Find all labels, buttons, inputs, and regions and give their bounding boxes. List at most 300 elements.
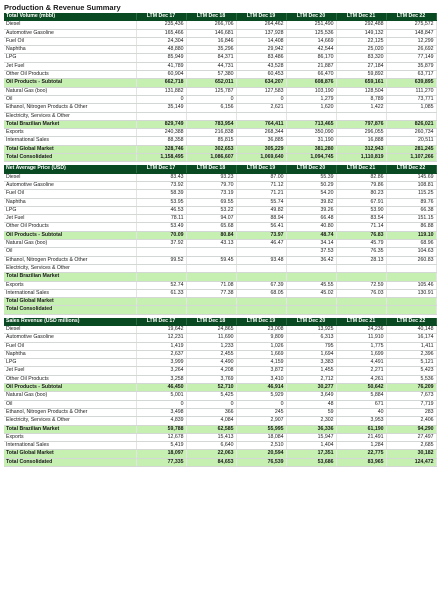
value-cell: 57,380: [186, 71, 236, 79]
value-cell: 662,718: [136, 79, 186, 87]
section-header-net-average-price-usd: [4, 165, 436, 173]
column-header: LTM Dec 21: [336, 165, 386, 173]
value-cell: 1,620: [286, 104, 336, 112]
table-row-oil: [4, 248, 436, 256]
value-cell: 68.05: [236, 289, 286, 297]
value-cell: 2,907: [236, 417, 286, 425]
value-cell: 0: [136, 95, 186, 103]
section-header-sales-revenue-usd-millions: [4, 318, 436, 326]
value-cell: [336, 273, 386, 281]
table-row-total-consolidated: [4, 306, 436, 314]
table-row-oil-products-subtotal: [4, 231, 436, 239]
column-header: LTM Dec 19: [236, 318, 286, 326]
value-cell: 36,885: [236, 137, 286, 145]
value-cell: 103,190: [286, 87, 336, 95]
value-cell: 1,699: [336, 350, 386, 358]
table-row-international-sales: [4, 137, 436, 145]
value-cell: 235,436: [136, 21, 186, 29]
row-label: Automotive Gasoline: [4, 29, 136, 37]
value-cell: 73,771: [386, 95, 436, 103]
value-cell: 35,879: [386, 62, 436, 70]
value-cell: [336, 112, 386, 120]
value-cell: 61,190: [336, 425, 386, 433]
value-cell: 71.12: [236, 181, 286, 189]
value-cell: 77,335: [136, 458, 186, 466]
column-header: LTM Dec 18: [186, 318, 236, 326]
table-row-total-brazilian-market: [4, 273, 436, 281]
value-cell: 350,090: [286, 129, 336, 137]
value-cell: 671: [336, 400, 386, 408]
row-label: Total Consolidated: [4, 458, 136, 466]
value-cell: 2,712: [286, 375, 336, 383]
value-cell: 83,965: [336, 458, 386, 466]
value-cell: 3,264: [136, 367, 186, 375]
value-cell: 795: [286, 342, 336, 350]
value-cell: 22,775: [336, 450, 386, 458]
value-cell: 84,371: [186, 54, 236, 62]
value-cell: 3,999: [136, 359, 186, 367]
value-cell: 39.26: [286, 206, 336, 214]
value-cell: 43,528: [236, 62, 286, 70]
value-cell: 71.08: [186, 281, 236, 289]
value-cell: [186, 248, 236, 256]
value-cell: 268,344: [236, 129, 286, 137]
value-cell: 5,536: [386, 375, 436, 383]
value-cell: 124,472: [386, 458, 436, 466]
value-cell: 296,055: [336, 129, 386, 137]
table-row-diesel: [4, 21, 436, 29]
column-header: LTM Dec 17: [136, 318, 186, 326]
value-cell: 0: [236, 95, 286, 103]
row-label: Ethanol, Nitrogen Products & Other: [4, 104, 136, 112]
value-cell: 1,279: [286, 95, 336, 103]
row-label: Fuel Oil: [4, 37, 136, 45]
value-cell: 7,719: [386, 400, 436, 408]
value-cell: 131,882: [136, 87, 186, 95]
value-cell: 28.13: [336, 256, 386, 264]
section-title: Sales Revenue (USD millions): [4, 318, 136, 326]
value-cell: 4,261: [336, 375, 386, 383]
value-cell: 77,149: [386, 54, 436, 62]
value-cell: 87.00: [236, 173, 286, 181]
value-cell: 77.38: [186, 289, 236, 297]
value-cell: 245: [236, 408, 286, 416]
value-cell: 34.14: [286, 240, 336, 248]
value-cell: 83,320: [336, 54, 386, 62]
value-cell: [336, 298, 386, 306]
value-cell: 1,107,266: [386, 154, 436, 162]
table-row-oil: [4, 400, 436, 408]
value-cell: 5,001: [136, 392, 186, 400]
table-row-naphtha: [4, 46, 436, 54]
value-cell: 1,085: [386, 104, 436, 112]
value-cell: 80.23: [336, 190, 386, 198]
value-cell: 829,749: [136, 120, 186, 128]
value-cell: 145.69: [386, 173, 436, 181]
value-cell: 1,422: [336, 104, 386, 112]
value-cell: 5,884: [336, 392, 386, 400]
value-cell: 608,876: [286, 79, 336, 87]
value-cell: 19,642: [136, 325, 186, 333]
value-cell: 79.70: [186, 181, 236, 189]
value-cell: 2,637: [136, 350, 186, 358]
value-cell: 60,453: [236, 71, 286, 79]
value-cell: 302,653: [186, 145, 236, 153]
value-cell: 36.42: [286, 256, 336, 264]
table-row-total-consolidated: [4, 154, 436, 162]
row-label: Electricity, Services & Other: [4, 417, 136, 425]
table-row-exports: [4, 281, 436, 289]
value-cell: 826,021: [386, 120, 436, 128]
row-label: Total Brazilian Market: [4, 273, 136, 281]
table-row-total-consolidated: [4, 458, 436, 466]
row-label: Total Global Market: [4, 145, 136, 153]
value-cell: 24,865: [186, 325, 236, 333]
value-cell: 292,488: [336, 21, 386, 29]
value-cell: 1,419: [136, 342, 186, 350]
value-cell: 27,497: [386, 433, 436, 441]
value-cell: [386, 112, 436, 120]
value-cell: 83,486: [236, 54, 286, 62]
value-cell: 65.68: [186, 223, 236, 231]
table-row-automotive-gasoline: [4, 334, 436, 342]
row-label: LPG: [4, 54, 136, 62]
table-row-total-brazilian-market: [4, 120, 436, 128]
table-row-total-brazilian-market: [4, 425, 436, 433]
value-cell: 797,876: [336, 120, 386, 128]
value-cell: 39.82: [286, 198, 336, 206]
table-row-oil-products-subtotal: [4, 79, 436, 87]
value-cell: 35,149: [136, 104, 186, 112]
value-cell: 312,943: [336, 145, 386, 153]
value-cell: 5,121: [386, 359, 436, 367]
value-cell: 56.41: [236, 223, 286, 231]
table-row-natural-gas-boo: [4, 392, 436, 400]
table-row-naphtha: [4, 350, 436, 358]
page: [0, 2, 439, 467]
value-cell: 1,086,607: [186, 154, 236, 162]
value-cell: 30,277: [286, 384, 336, 392]
value-cell: 22,063: [186, 450, 236, 458]
value-cell: [386, 264, 436, 272]
value-cell: 4,839: [136, 417, 186, 425]
value-cell: 283: [386, 408, 436, 416]
value-cell: 35,296: [186, 46, 236, 54]
value-cell: 4,491: [336, 359, 386, 367]
value-cell: 20,511: [386, 137, 436, 145]
value-cell: 5,423: [386, 367, 436, 375]
value-cell: 71.21: [236, 190, 286, 198]
value-cell: 381,280: [286, 145, 336, 153]
value-cell: 52.74: [136, 281, 186, 289]
value-cell: 58.39: [136, 190, 186, 198]
table-row-naphtha: [4, 198, 436, 206]
value-cell: 1,233: [186, 342, 236, 350]
table-row-automotive-gasoline: [4, 29, 436, 37]
table-row-jet-fuel: [4, 62, 436, 70]
value-cell: 49.82: [236, 206, 286, 214]
section-title: Total Volume (mbbl): [4, 13, 136, 21]
value-cell: 66.38: [386, 206, 436, 214]
value-cell: [136, 264, 186, 272]
row-label: Jet Fuel: [4, 62, 136, 70]
value-cell: 0: [136, 400, 186, 408]
value-cell: [136, 306, 186, 314]
value-cell: 85,949: [136, 54, 186, 62]
value-cell: 73.97: [236, 231, 286, 239]
value-cell: [236, 248, 286, 256]
value-cell: 73.92: [136, 181, 186, 189]
value-cell: 40: [336, 408, 386, 416]
value-cell: 53.22: [186, 206, 236, 214]
table-row-total-global-market: [4, 450, 436, 458]
row-label: Automotive Gasoline: [4, 181, 136, 189]
value-cell: 53.49: [136, 223, 186, 231]
value-cell: 151.15: [386, 215, 436, 223]
value-cell: [236, 298, 286, 306]
value-cell: 305,229: [236, 145, 286, 153]
value-cell: 1,094,745: [286, 154, 336, 162]
row-label: Other Oil Products: [4, 71, 136, 79]
value-cell: 59,892: [336, 71, 386, 79]
value-cell: 5,425: [186, 392, 236, 400]
table-row-international-sales: [4, 442, 436, 450]
value-cell: 40.80: [286, 223, 336, 231]
table-row-electricity-services-other: [4, 264, 436, 272]
value-cell: 4,159: [236, 359, 286, 367]
row-label: Oil: [4, 248, 136, 256]
value-cell: 3,769: [186, 375, 236, 383]
value-cell: 37.92: [136, 240, 186, 248]
value-cell: 260.83: [386, 256, 436, 264]
value-cell: 86,170: [286, 54, 336, 62]
value-cell: [236, 306, 286, 314]
value-cell: 63,717: [386, 71, 436, 79]
row-label: Naphtha: [4, 46, 136, 54]
table-row-other-oil-products: [4, 223, 436, 231]
row-label: Total Global Market: [4, 450, 136, 458]
column-header: LTM Dec 21: [336, 318, 386, 326]
value-cell: 12,299: [386, 37, 436, 45]
value-cell: 69.55: [186, 198, 236, 206]
value-cell: 3,649: [286, 392, 336, 400]
value-cell: 44,731: [186, 62, 236, 70]
row-label: Total Brazilian Market: [4, 120, 136, 128]
column-header: LTM Dec 20: [286, 165, 336, 173]
value-cell: [286, 264, 336, 272]
value-cell: 67.39: [236, 281, 286, 289]
value-cell: 128,504: [336, 87, 386, 95]
value-cell: 105.46: [386, 281, 436, 289]
value-cell: [186, 264, 236, 272]
table-row-lpg: [4, 54, 436, 62]
row-label: Automotive Gasoline: [4, 334, 136, 342]
value-cell: 30,182: [386, 450, 436, 458]
value-cell: [286, 273, 336, 281]
row-label: Fuel Oil: [4, 190, 136, 198]
value-cell: 66.48: [286, 215, 336, 223]
value-cell: [286, 112, 336, 120]
value-cell: 125,536: [286, 29, 336, 37]
value-cell: 1,455: [286, 367, 336, 375]
value-cell: 41,789: [136, 62, 186, 70]
table-row-diesel: [4, 325, 436, 333]
value-cell: 93.48: [236, 256, 286, 264]
value-cell: 68.96: [386, 240, 436, 248]
value-cell: 84,653: [186, 458, 236, 466]
value-cell: 61.33: [136, 289, 186, 297]
value-cell: 83.43: [136, 173, 186, 181]
value-cell: 29,942: [236, 46, 286, 54]
value-cell: 3,872: [236, 367, 286, 375]
value-cell: 46.47: [236, 240, 286, 248]
row-label: Naphtha: [4, 350, 136, 358]
value-cell: 94,290: [386, 425, 436, 433]
value-cell: 9,809: [236, 334, 286, 342]
row-label: Fuel Oil: [4, 342, 136, 350]
value-cell: 46.53: [136, 206, 186, 214]
value-cell: 76.83: [336, 231, 386, 239]
row-label: International Sales: [4, 289, 136, 297]
value-cell: 8,789: [336, 95, 386, 103]
value-cell: 264,462: [236, 21, 286, 29]
value-cell: 1,694: [286, 350, 336, 358]
value-cell: 15,947: [286, 433, 336, 441]
value-cell: 14,408: [236, 37, 286, 45]
value-cell: 36,336: [286, 425, 336, 433]
table-row-natural-gas-boo: [4, 87, 436, 95]
value-cell: 59.45: [186, 256, 236, 264]
value-cell: 0: [186, 95, 236, 103]
value-cell: 89.76: [386, 198, 436, 206]
value-cell: 50,642: [336, 384, 386, 392]
value-cell: 251,490: [286, 21, 336, 29]
row-label: Oil Products - Subtotal: [4, 79, 136, 87]
value-cell: [186, 298, 236, 306]
value-cell: 85,815: [186, 137, 236, 145]
value-cell: 76.03: [336, 289, 386, 297]
value-cell: 3,383: [286, 359, 336, 367]
page-title: Production & Revenue Summary: [4, 3, 121, 12]
table-row-fuel-oil: [4, 37, 436, 45]
column-header: LTM Dec 19: [236, 13, 286, 21]
table-row-fuel-oil: [4, 190, 436, 198]
value-cell: 94.07: [186, 215, 236, 223]
value-cell: 275,572: [386, 21, 436, 29]
value-cell: 37.53: [286, 248, 336, 256]
value-cell: 53.90: [336, 206, 386, 214]
value-cell: [186, 306, 236, 314]
value-cell: 45.79: [336, 240, 386, 248]
value-cell: 0: [236, 400, 286, 408]
row-label: Jet Fuel: [4, 367, 136, 375]
row-label: Total Global Market: [4, 298, 136, 306]
value-cell: 53,686: [286, 458, 336, 466]
row-label: Natural Gas (boo): [4, 392, 136, 400]
value-cell: 4,208: [186, 367, 236, 375]
value-cell: 2,406: [386, 417, 436, 425]
value-cell: 45.02: [286, 289, 336, 297]
value-cell: 111,270: [386, 87, 436, 95]
value-cell: 18,084: [236, 433, 286, 441]
table-row-lpg: [4, 206, 436, 214]
table-row-diesel: [4, 173, 436, 181]
row-label: Electricity, Services & Other: [4, 264, 136, 272]
value-cell: 165,466: [136, 29, 186, 37]
value-cell: 99.52: [136, 256, 186, 264]
table-row-exports: [4, 129, 436, 137]
value-cell: 14,669: [286, 37, 336, 45]
value-cell: 7,673: [386, 392, 436, 400]
value-cell: 652,011: [186, 79, 236, 87]
value-cell: 1,411: [386, 342, 436, 350]
value-cell: 76,539: [236, 458, 286, 466]
value-cell: [286, 298, 336, 306]
value-cell: 40,148: [386, 325, 436, 333]
table-row-automotive-gasoline: [4, 181, 436, 189]
value-cell: 1,069,640: [236, 154, 286, 162]
value-cell: 3,258: [136, 375, 186, 383]
value-cell: 281,245: [386, 145, 436, 153]
value-cell: 16,174: [386, 334, 436, 342]
column-header: LTM Dec 17: [136, 13, 186, 21]
value-cell: 55.39: [286, 173, 336, 181]
value-cell: 1,110,819: [336, 154, 386, 162]
row-label: Total Brazilian Market: [4, 425, 136, 433]
table-row-electricity-services-other: [4, 112, 436, 120]
row-label: Other Oil Products: [4, 375, 136, 383]
row-label: Other Oil Products: [4, 223, 136, 231]
value-cell: [186, 112, 236, 120]
value-cell: 634,207: [236, 79, 286, 87]
column-header: LTM Dec 20: [286, 13, 336, 21]
value-cell: 366: [186, 408, 236, 416]
value-cell: 104.63: [386, 248, 436, 256]
column-header: LTM Dec 18: [186, 165, 236, 173]
value-cell: [336, 264, 386, 272]
row-label: Jet Fuel: [4, 215, 136, 223]
value-cell: 764,411: [236, 120, 286, 128]
row-label: LPG: [4, 206, 136, 214]
row-label: Diesel: [4, 325, 136, 333]
value-cell: 11,910: [336, 334, 386, 342]
value-cell: 6,640: [186, 442, 236, 450]
value-cell: 48.74: [286, 231, 336, 239]
row-label: Total Consolidated: [4, 154, 136, 162]
table-row-exports: [4, 433, 436, 441]
value-cell: 115.25: [386, 190, 436, 198]
table-row-electricity-services-other: [4, 417, 436, 425]
value-cell: 1,158,495: [136, 154, 186, 162]
value-cell: 83.54: [336, 215, 386, 223]
value-cell: 67.91: [336, 198, 386, 206]
value-cell: 639,895: [386, 79, 436, 87]
value-cell: 6,313: [286, 334, 336, 342]
value-cell: 137,928: [236, 29, 286, 37]
value-cell: 78.11: [136, 215, 186, 223]
value-cell: 18,097: [136, 450, 186, 458]
table-row-international-sales: [4, 289, 436, 297]
value-cell: [136, 248, 186, 256]
column-header: LTM Dec 22: [386, 165, 436, 173]
value-cell: 713,465: [286, 120, 336, 128]
row-label: Exports: [4, 129, 136, 137]
value-cell: 13,925: [286, 325, 336, 333]
row-label: International Sales: [4, 137, 136, 145]
value-cell: [236, 273, 286, 281]
row-label: Natural Gas (boo): [4, 240, 136, 248]
value-cell: 16,888: [336, 137, 386, 145]
